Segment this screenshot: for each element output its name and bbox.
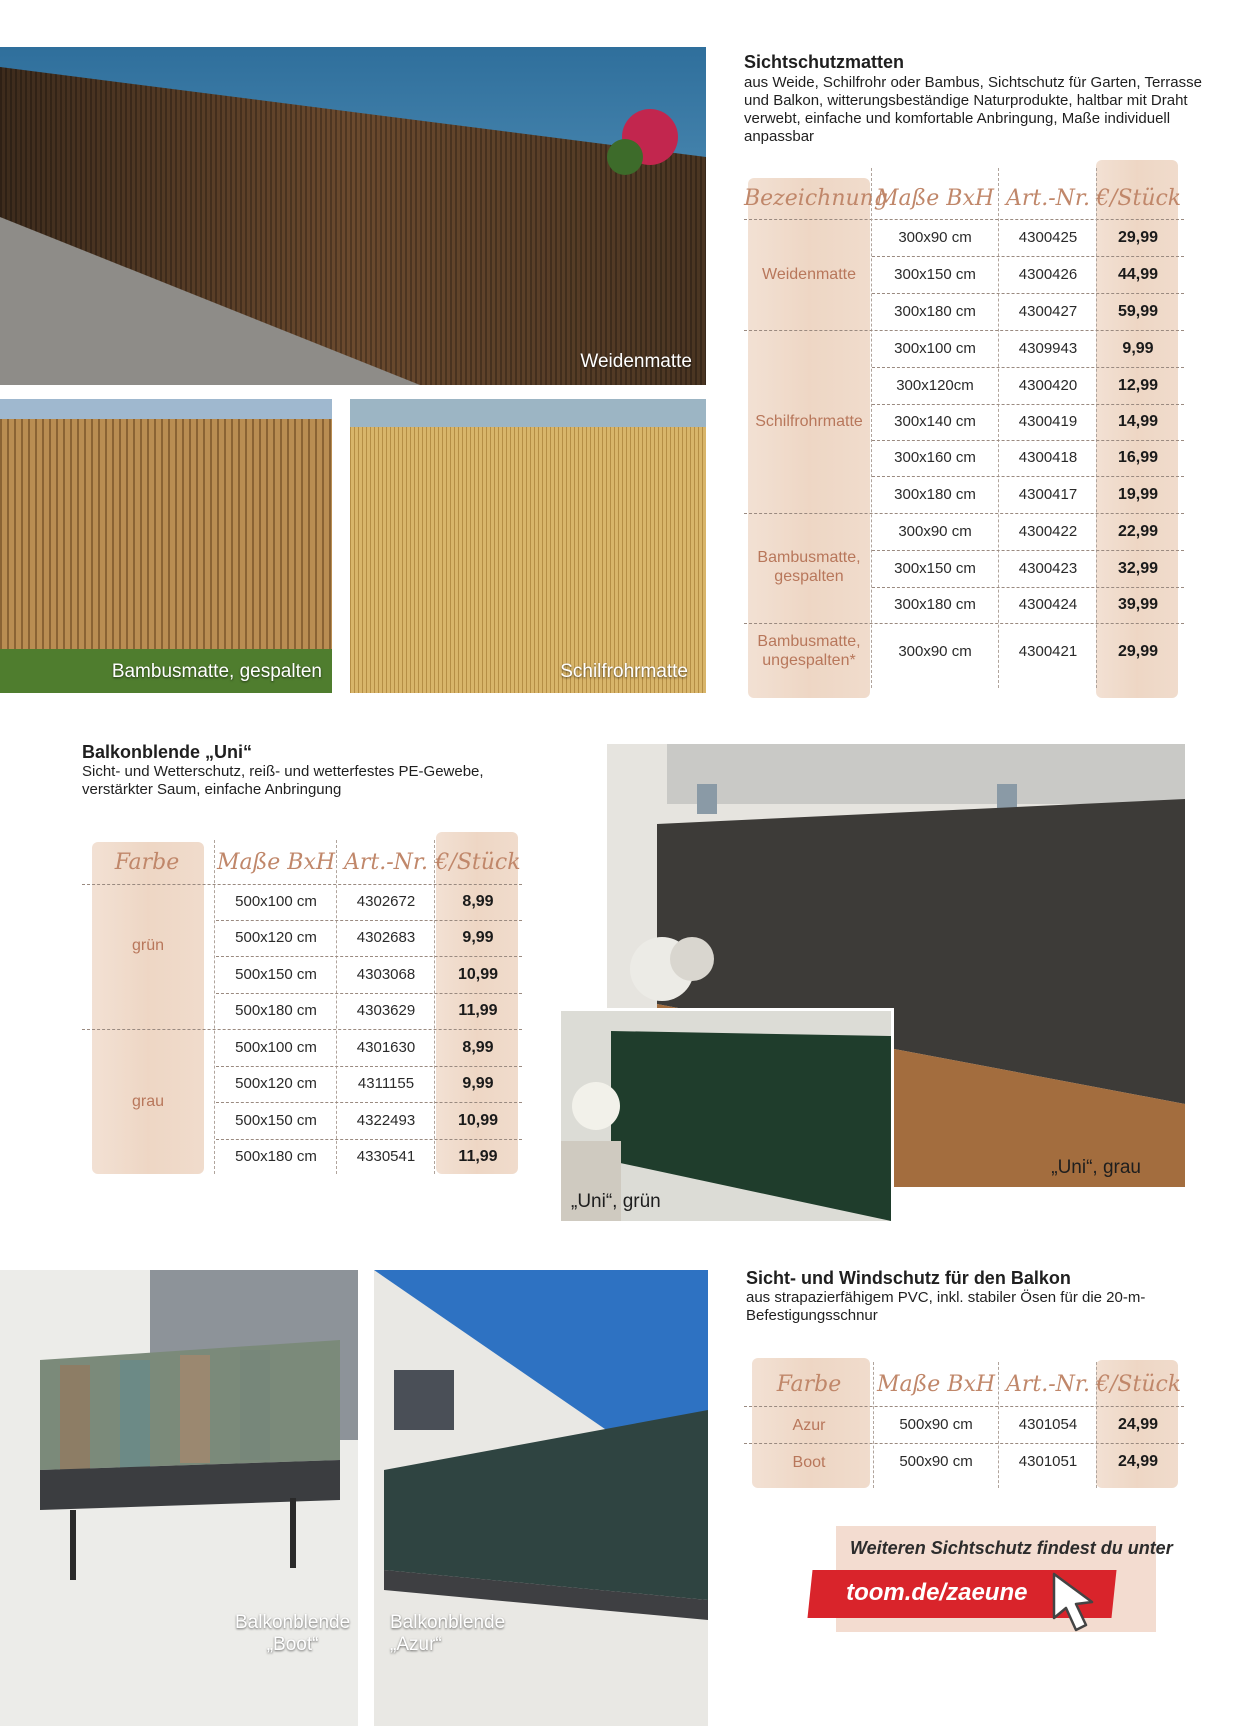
s1-r12-art: 4300421 bbox=[1018, 643, 1078, 660]
s1-r5-size: 300x120cm bbox=[896, 377, 974, 394]
uni-gruen-image bbox=[561, 1011, 891, 1221]
s2-r2-price: 9,99 bbox=[462, 929, 494, 946]
s2-r6-art: 4311155 bbox=[357, 1075, 415, 1092]
section1-header-size: Maße BxH bbox=[875, 186, 995, 211]
section1-group-bambus-ungespalten: Bambusmatte, ungespalten* bbox=[757, 633, 861, 670]
s1-r5-art: 4300420 bbox=[1018, 377, 1078, 394]
s2-r6-size: 500x120 cm bbox=[235, 1075, 317, 1092]
s1-rule-11 bbox=[744, 623, 1184, 624]
s2-rule-2 bbox=[216, 956, 522, 957]
s2-r8-price: 11,99 bbox=[458, 1148, 498, 1165]
photo-boot bbox=[0, 1270, 358, 1726]
s1-r6-price: 14,99 bbox=[1117, 413, 1159, 430]
cursor-icon bbox=[1048, 1570, 1104, 1634]
s2-r1-price: 8,99 bbox=[462, 893, 494, 910]
s1-r5-price: 12,99 bbox=[1117, 377, 1159, 394]
section3-header-color: Farbe bbox=[776, 1372, 842, 1397]
section1-title: Sichtschutzmatten bbox=[744, 52, 905, 72]
s1-rule-4 bbox=[872, 367, 1184, 368]
section3-description: aus strapazierfähigem PVC, inkl. stabiler Ösen für die 20-m-Befestigungsschnur bbox=[746, 1289, 1146, 1324]
promo-text: Weiteren Sichtschutz findest du unter bbox=[850, 1538, 1173, 1558]
section3-header-rule bbox=[744, 1406, 1184, 1407]
s1-r10-art: 4300423 bbox=[1018, 560, 1078, 577]
section2-header-size: Maße BxH bbox=[216, 850, 336, 875]
bambusmatte-image bbox=[0, 399, 332, 693]
section1-header-art: Art.-Nr. bbox=[1005, 186, 1090, 211]
s2-rule-5 bbox=[216, 1066, 522, 1067]
section2-header-price: €/Stück bbox=[435, 850, 521, 875]
s1-r2-price: 44,99 bbox=[1117, 266, 1159, 283]
s2-r5-size: 500x100 cm bbox=[235, 1039, 317, 1056]
s1-r10-size: 300x150 cm bbox=[894, 560, 976, 577]
section3-header-size: Maße BxH bbox=[876, 1372, 996, 1397]
caption-azur-text: Balkonblende „Azur“ bbox=[390, 1612, 506, 1656]
s1-r4-size: 300x100 cm bbox=[894, 340, 976, 357]
s2-r1-size: 500x100 cm bbox=[235, 893, 317, 910]
section2-group-gruen: grün bbox=[131, 937, 165, 954]
s1-rule-3 bbox=[744, 330, 1184, 331]
s1-r11-size: 300x180 cm bbox=[894, 596, 976, 613]
s3-r1-name: Azur bbox=[792, 1417, 826, 1434]
section2-header-art: Art.-Nr. bbox=[343, 850, 428, 875]
photo-uni-gruen bbox=[558, 1008, 894, 1224]
s1-r6-size: 300x140 cm bbox=[894, 413, 976, 430]
section2-header-rule bbox=[82, 884, 522, 885]
azur-image bbox=[374, 1270, 708, 1726]
s3-r2-art: 4301051 bbox=[1018, 1453, 1078, 1470]
section1-header-price: €/Stück bbox=[1096, 186, 1182, 211]
section3-title: Sicht- und Windschutz für den Balkon bbox=[746, 1268, 1071, 1288]
section3-header-art: Art.-Nr. bbox=[1005, 1372, 1090, 1397]
s1-r2-art: 4300426 bbox=[1018, 266, 1078, 283]
s1-rule-8 bbox=[744, 513, 1184, 514]
s1-r1-size: 300x90 cm bbox=[898, 229, 972, 246]
s1-r1-price: 29,99 bbox=[1117, 229, 1159, 246]
s2-r8-art: 4330541 bbox=[356, 1148, 416, 1165]
s1-r7-art: 4300418 bbox=[1018, 449, 1078, 466]
s1-r11-price: 39,99 bbox=[1117, 596, 1159, 613]
s1-rule-6 bbox=[872, 440, 1184, 441]
s1-r1-art: 4300425 bbox=[1018, 229, 1078, 246]
s2-r5-art: 4301630 bbox=[356, 1039, 416, 1056]
section3-header-price: €/Stück bbox=[1096, 1372, 1182, 1397]
s3-r2-price: 24,99 bbox=[1117, 1453, 1159, 1470]
s2-r7-art: 4322493 bbox=[356, 1112, 416, 1129]
s1-r12-size: 300x90 cm bbox=[898, 643, 972, 660]
s2-r7-size: 500x150 cm bbox=[235, 1112, 317, 1129]
section1-header-rule bbox=[744, 219, 1184, 220]
photo-schilfrohrmatte bbox=[350, 399, 706, 693]
section2-vrule-1 bbox=[214, 840, 215, 1174]
section1-group-weidenmatte: Weidenmatte bbox=[762, 266, 856, 283]
s2-r4-size: 500x180 cm bbox=[235, 1002, 317, 1019]
s1-r8-price: 19,99 bbox=[1117, 486, 1159, 503]
s2-rule-7 bbox=[216, 1139, 522, 1140]
s2-rule-3 bbox=[216, 993, 522, 994]
section1-group-bambus-gespalten: Bambusmatte, gespalten bbox=[757, 549, 861, 586]
section2-brush-col1 bbox=[92, 842, 204, 1174]
s3-r2-name: Boot bbox=[792, 1454, 826, 1471]
weidenmatte-image bbox=[0, 47, 706, 385]
s2-r3-price: 10,99 bbox=[457, 966, 499, 983]
s2-r7-price: 10,99 bbox=[457, 1112, 499, 1129]
caption-weidenmatte: Weidenmatte bbox=[580, 351, 692, 373]
s1-r12-price: 29,99 bbox=[1117, 643, 1159, 660]
s2-r5-price: 8,99 bbox=[462, 1039, 494, 1056]
s1-r10-price: 32,99 bbox=[1117, 560, 1159, 577]
s1-r8-size: 300x180 cm bbox=[894, 486, 976, 503]
section1-group-schilfrohrmatte: Schilfrohrmatte bbox=[755, 413, 863, 430]
s1-r6-art: 4300419 bbox=[1018, 413, 1078, 430]
s1-rule-7 bbox=[872, 476, 1184, 477]
caption-schilfrohrmatte: Schilfrohrmatte bbox=[560, 661, 688, 683]
s1-r3-art: 4300427 bbox=[1018, 303, 1078, 320]
s1-rule-5 bbox=[872, 404, 1184, 405]
caption-boot-text: Balkonblende „Boot“ bbox=[235, 1612, 351, 1656]
schilfrohrmatte-image bbox=[350, 399, 706, 693]
photo-weidenmatte bbox=[0, 47, 706, 385]
section1-header-name: Bezeichnung bbox=[744, 186, 888, 211]
section1-brush-col1 bbox=[748, 178, 870, 698]
s1-r7-size: 300x160 cm bbox=[894, 449, 976, 466]
s2-r4-price: 11,99 bbox=[458, 1002, 498, 1019]
s2-rule-4 bbox=[82, 1029, 522, 1030]
s1-r7-price: 16,99 bbox=[1117, 449, 1159, 466]
s3-rule-1 bbox=[744, 1443, 1184, 1444]
s3-r2-size: 500x90 cm bbox=[899, 1453, 973, 1470]
s1-r2-size: 300x150 cm bbox=[894, 266, 976, 283]
s2-r3-art: 4303068 bbox=[356, 966, 416, 983]
s3-r1-price: 24,99 bbox=[1117, 1416, 1159, 1433]
s1-r9-art: 4300422 bbox=[1018, 523, 1078, 540]
s1-r8-art: 4300417 bbox=[1018, 486, 1078, 503]
section2-header-color: Farbe bbox=[114, 850, 180, 875]
caption-boot bbox=[235, 1612, 350, 1656]
s1-r3-price: 59,99 bbox=[1117, 303, 1159, 320]
promo-link-text[interactable]: toom.de/zaeune bbox=[846, 1579, 1028, 1606]
caption-uni-grau: „Uni“, grau bbox=[1051, 1157, 1141, 1179]
caption-azur bbox=[390, 1612, 505, 1656]
s2-r8-size: 500x180 cm bbox=[235, 1148, 317, 1165]
s2-rule-6 bbox=[216, 1102, 522, 1103]
s1-rule-2 bbox=[872, 293, 1184, 294]
s1-r4-price: 9,99 bbox=[1122, 340, 1154, 357]
s2-r2-art: 4302683 bbox=[356, 929, 416, 946]
photo-azur bbox=[374, 1270, 708, 1726]
section2-description: Sicht- und Wetterschutz, reiß- und wetterfestes PE-Gewebe, verstärkter Saum, einfache Anbringung bbox=[82, 763, 484, 798]
boot-image bbox=[0, 1270, 358, 1726]
s2-r6-price: 9,99 bbox=[462, 1075, 494, 1092]
s2-r3-size: 500x150 cm bbox=[235, 966, 317, 983]
section2-title: Balkonblende „Uni“ bbox=[82, 742, 253, 762]
s2-rule-1 bbox=[216, 920, 522, 921]
s1-rule-1 bbox=[872, 256, 1184, 257]
s3-r1-art: 4301054 bbox=[1018, 1416, 1078, 1433]
photo-bambusmatte bbox=[0, 399, 332, 693]
s2-r1-art: 4302672 bbox=[356, 893, 416, 910]
s1-r3-size: 300x180 cm bbox=[894, 303, 976, 320]
s1-r9-size: 300x90 cm bbox=[898, 523, 972, 540]
s1-rule-9 bbox=[872, 550, 1184, 551]
section1-description: aus Weide, Schilfrohr oder Bambus, Sichtschutz für Garten, Terrasse und Balkon, witterungsbeständige Naturprodukte, haltbar mit Draht verwebt, einfache und komfortable Anbringung, Maße individuell anpassbar bbox=[744, 74, 1202, 145]
s1-rule-10 bbox=[872, 587, 1184, 588]
s2-r4-art: 4303629 bbox=[356, 1002, 416, 1019]
s2-r2-size: 500x120 cm bbox=[235, 929, 317, 946]
s1-r4-art: 4309943 bbox=[1018, 340, 1078, 357]
s1-r11-art: 4300424 bbox=[1018, 596, 1078, 613]
caption-uni-gruen: „Uni“, grün bbox=[571, 1191, 661, 1213]
s3-r1-size: 500x90 cm bbox=[899, 1416, 973, 1433]
caption-bambusmatte: Bambusmatte, gespalten bbox=[111, 661, 322, 683]
section2-group-grau: grau bbox=[131, 1093, 165, 1110]
s1-r9-price: 22,99 bbox=[1117, 523, 1159, 540]
